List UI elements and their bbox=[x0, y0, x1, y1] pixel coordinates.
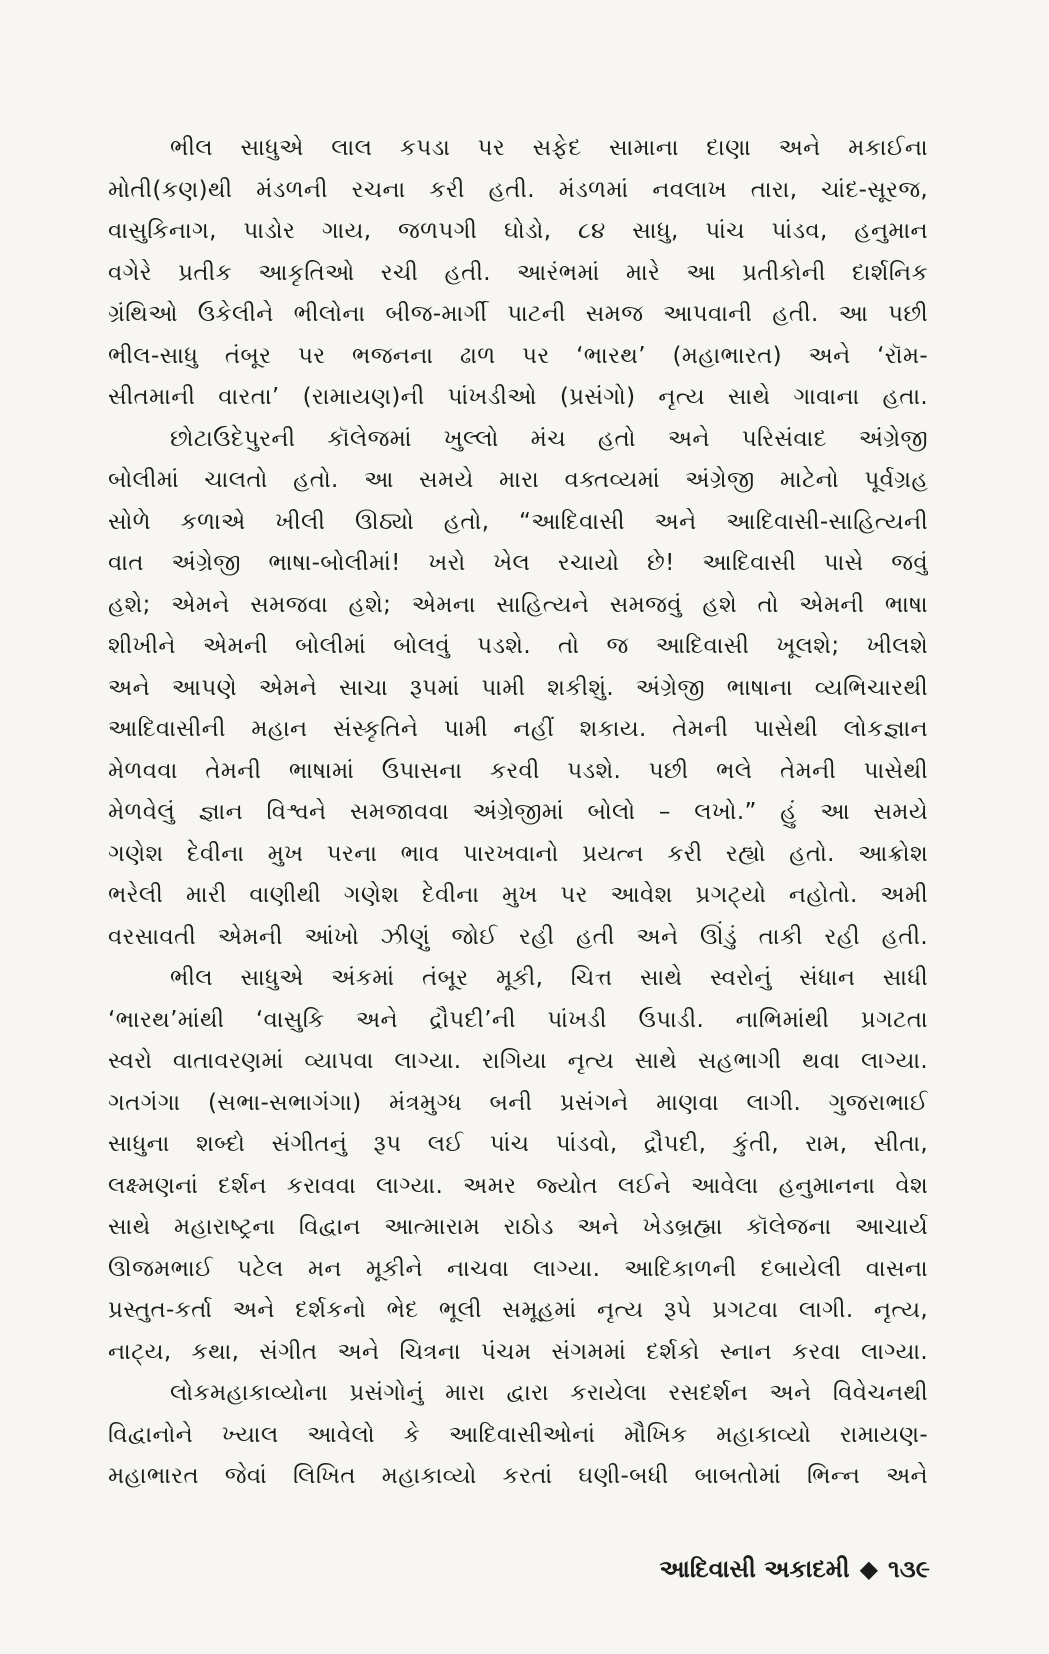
diamond-separator-icon: ◆ bbox=[859, 1555, 879, 1583]
text-line: બોલીમાં ચાલતો હતો. આ સમયે મારા વક્તવ્યમાં અંગ્રેજી માટેનો પૂર્વગ્રહ bbox=[108, 467, 928, 493]
text-line: ઊજમભાઈ પટેલ મન મૂકીને નાચવા લાગ્યા. આદિકાળની દબાયેલી વાસના bbox=[108, 1255, 928, 1282]
text-line: સાધુના શબ્દો સંગીતનું રૂપ લઈ પાંચ પાંડવો, દ્રૌપદી, કુંતી, રામ, સીતા, bbox=[108, 1131, 928, 1157]
text-line: છોટાઉદેપુરની કૉલેજમાં ખુલ્લો મંચ હતો અને પરિસંવાદ અંગ્રેજી bbox=[170, 425, 928, 452]
text-line: વરસાવતી એમની આંખો ઝીણું જોઈ રહી હતી અને ઊંડું તાકી રહી હતી. bbox=[108, 923, 928, 950]
text-line: ગણેશ દેવીના મુખ પરના ભાવ પારખવાનો પ્રયત્ન કરી રહ્યો હતો. આક્રોશ bbox=[108, 840, 928, 867]
text-line: અને આપણે એમને સાચા રૂપમાં પામી શકીશું. અંગ્રેજી ભાષાના વ્યભિચારથી bbox=[108, 674, 928, 701]
text-line: શીખીને એમની બોલીમાં બોલવું પડશે. તો જ આદિવાસી ખૂલશે; ખીલશે bbox=[108, 633, 928, 659]
text-line: સોળે કળાએ ખીલી ઊઠ્યો હતો, “આદિવાસી અને આદિવાસી-સાહિત્યની bbox=[108, 508, 928, 535]
text-line: હશે; એમને સમજવા હશે; એમના સાહિત્યને સમજવું હશે તો એમની ભાષા bbox=[108, 591, 928, 618]
text-line: આદિવાસીની મહાન સંસ્કૃતિને પામી નહીં શકાય. તેમની પાસેથી લોકજ્ઞાન bbox=[108, 716, 928, 742]
text-line: લોકમહાકાવ્યોના પ્રસંગોનું મારા દ્વારા કરાયેલા રસદર્શન અને વિવેચનથી bbox=[170, 1380, 928, 1406]
text-line: મેળવેલું જ્ઞાન વિશ્વને સમજાવવા અંગ્રેજીમાં બોલો – લખો.” હું આ સમયે bbox=[108, 799, 928, 825]
text-line: સીતમાની વારતા’ (રામાયણ)ની પાંખડીઓ (પ્રસંગો) નૃત્ય સાથે ગાવાના હતા. bbox=[108, 384, 928, 410]
text-line: નાટ્ય, કથા, સંગીત અને ચિત્રના પંચમ સંગમમાં દર્શકો સ્નાન કરવા લાગ્યા. bbox=[108, 1338, 928, 1365]
text-line: ભરેલી મારી વાણીથી ગણેશ દેવીના મુખ પર આવેશ પ્રગટ્યો નહોતો. અમી bbox=[108, 882, 928, 908]
text-line: ભીલ સાધુએ લાલ કપડા પર સફેદ સામાના દાણા અને મકાઈના bbox=[170, 135, 928, 161]
text-line: મેળવવા તેમની ભાષામાં ઉપાસના કરવી પડશે. પછી ભલે તેમની પાસેથી bbox=[108, 757, 928, 784]
text-line: સાથે મહારાષ્ટ્રના વિદ્વાન આત્મારામ રાઠોડ અને ખેડબ્રહ્મા કૉલેજના આચાર્ય bbox=[108, 1214, 928, 1240]
page-number: ૧૩૯ bbox=[888, 1555, 930, 1583]
publisher-name: આદિવાસી અકાદમી bbox=[659, 1555, 850, 1583]
page-footer bbox=[600, 1555, 930, 1583]
text-line: ગતગંગા (સભા-સભાગંગા) મંત્રમુગ્ધ બની પ્રસંગને માણવા લાગી. ગુજરાભાઈ bbox=[108, 1089, 928, 1116]
text-line: સ્વરો વાતાવરણમાં વ્યાપવા લાગ્યા. રાગિયા નૃત્ય સાથે સહભાગી થવા લાગ્યા. bbox=[108, 1048, 928, 1074]
text-line: પ્રસ્તુત-કર્તા અને દર્શકનો ભેદ ભૂલી સમૂહમાં નૃત્ય રૂપે પ્રગટવા લાગી. નૃત્ય, bbox=[108, 1297, 928, 1323]
text-line: લક્ષ્મણનાં દર્શન કરાવવા લાગ્યા. અમર જ્યોત લઈને આવેલા હનુમાનના વેશ bbox=[108, 1172, 928, 1199]
text-line: મોતી(કણ)થી મંડળની રચના કરી હતી. મંડળમાં નવલાખ તારા, ચાંદ-સૂરજ, bbox=[108, 176, 928, 203]
text-line: વિદ્વાનોને ખ્યાલ આવેલો કે આદિવાસીઓનાં મૌખિક મહાકાવ્યો રામાયણ- bbox=[108, 1421, 928, 1448]
text-line: વાસુકિનાગ, પાડોર ગાય, જળપગી ઘોડો, ૮૪ સાધુ, પાંચ પાંડવ, હનુમાન bbox=[108, 218, 928, 244]
text-line: ભીલ-સાધુ તંબૂર પર ભજનના ઢાળ પર ‘ભારથ’ (મહાભારત) અને ‘રૉમ- bbox=[108, 342, 928, 369]
text-line: ગ્રંથિઓ ઉકેલીને ભીલોના બીજ-માર્ગી પાટની સમજ આપવાની હતી. આ પછી bbox=[108, 301, 928, 327]
text-line: ‘ભારથ’માંથી ‘વાસુકિ અને દ્રૌપદી’ની પાંખડી ઉપાડી. નાભિમાંથી પ્રગટતા bbox=[108, 1006, 928, 1033]
text-line: મહાભારત જેવાં લિખિત મહાકાવ્યો કરતાં ઘણી-બધી બાબતોમાં ભિન્ન અને bbox=[108, 1463, 928, 1489]
text-line: ભીલ સાધુએ અંકમાં તંબૂર મૂકી, ચિત્ત સાથે સ્વરોનું સંધાન સાધી bbox=[170, 965, 928, 991]
text-line: વગેરે પ્રતીક આકૃતિઓ રચી હતી. આરંભમાં મારે આ પ્રતીકોની દાર્શનિક bbox=[108, 259, 928, 286]
text-line: વાત અંગ્રેજી ભાષા-બોલીમાં! ખરો ખેલ રચાયો છે! આદિવાસી પાસે જવું bbox=[108, 550, 928, 576]
body-text bbox=[108, 128, 928, 1498]
